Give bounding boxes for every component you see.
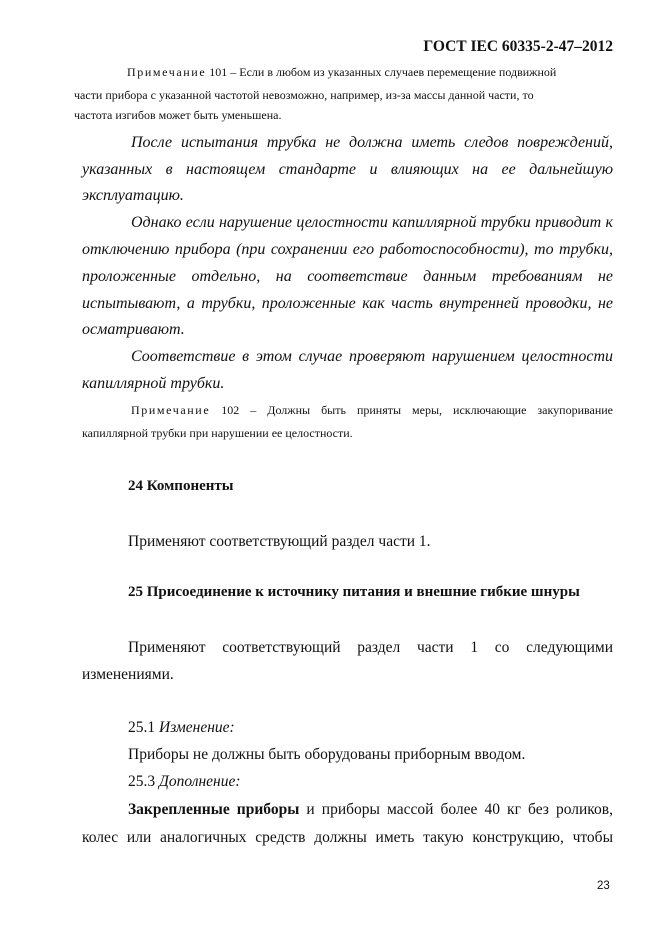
note-101-line3: частота изгибов может быть уменьшена. xyxy=(74,108,282,122)
document-header: ГОСТ IEC 60335-2-47–2012 xyxy=(423,38,613,55)
subsection-25-1-text: Приборы не должны быть оборудованы приборным вводом. xyxy=(128,746,526,763)
paragraph-3-line2: капиллярной трубки. xyxy=(82,375,225,392)
note-101 xyxy=(123,62,613,83)
section-25-text-line1: Применяют соответствующий раздел части 1 со следующими xyxy=(128,639,613,656)
paragraph-2-line2: отключению прибора (при сохранении его работоспособности), то трубки, xyxy=(82,241,613,258)
note-label: Примечание xyxy=(131,403,211,417)
paragraph-3-line1: Соответствие в этом случае проверяют нарушением целостности xyxy=(131,348,613,365)
paragraph-1-line2: указанных в настоящем стандарте и влияющих на ее дальнейшую xyxy=(82,161,613,178)
section-24-heading: 24 Компоненты xyxy=(128,478,234,494)
subsection-25-3 xyxy=(128,768,613,796)
note-102-line2: капиллярной трубки при нарушении ее целостности. xyxy=(82,426,353,440)
page-number: 23 xyxy=(597,880,610,892)
note-label: Примечание xyxy=(127,65,207,79)
subsection-number: 25.3 xyxy=(128,773,156,790)
subsection-25-3-text: и приборы массой более 40 кг без роликов, xyxy=(306,801,613,818)
subsection-25-1 xyxy=(128,714,613,742)
paragraph-2-line5: осматривают. xyxy=(82,321,185,338)
paragraph-2-line1: Однако если нарушение целостности капиллярной трубки приводит к xyxy=(131,214,613,231)
paragraph-2-line4: испытывают, а трубки, проложенные как часть внутренней проводки, не xyxy=(82,295,613,312)
paragraph-2-line3: проложенные отдельно, на соответствие данным требованиям не xyxy=(82,268,613,285)
subsection-number: 25.1 xyxy=(128,719,156,736)
subsection-label: Дополнение: xyxy=(159,773,241,790)
note-text: 101 – Если в любом из указанных случаев перемещение подвижной xyxy=(209,65,557,79)
note-101-line2: части прибора с указанной частотой невозможно, например, из-за массы данной части, то xyxy=(74,88,534,102)
paragraph-1-line1: После испытания трубка не должна иметь следов повреждений, xyxy=(131,134,613,151)
defined-term: Закрепленные приборы xyxy=(128,801,300,818)
note-102 xyxy=(131,400,613,421)
subsection-label: Изменение: xyxy=(159,719,235,736)
paragraph-1-line3: эксплуатацию. xyxy=(82,187,184,204)
section-24-text: Применяют соответствующий раздел части 1. xyxy=(128,533,431,550)
subsection-25-3-line1 xyxy=(128,796,613,824)
section-25-text-line2: изменениями. xyxy=(82,666,174,683)
note-text: 102 – Должны быть приняты меры, исключающие закупоривание xyxy=(221,403,614,417)
subsection-25-3-line2: колес или аналогичных средств должны иметь такую конструкцию, чтобы xyxy=(82,829,613,846)
section-25-heading: 25 Присоединение к источнику питания и внешние гибкие шнуры xyxy=(128,584,580,600)
